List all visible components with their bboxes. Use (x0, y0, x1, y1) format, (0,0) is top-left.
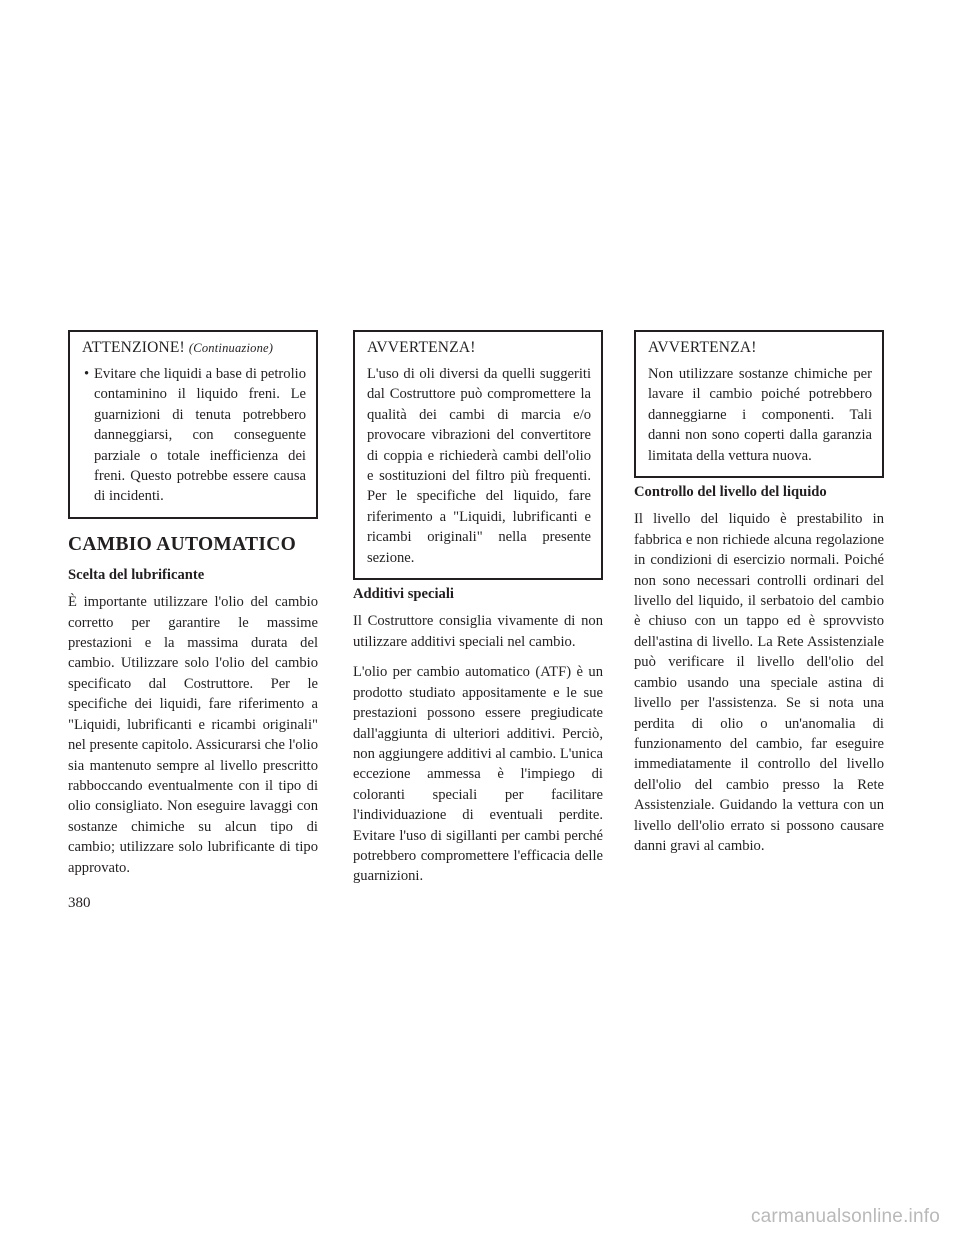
caution-box-oils (353, 330, 603, 580)
warning-box (68, 330, 318, 519)
column-3 (634, 330, 884, 866)
caution-text: Non utilizzare sostanze chimiche per lavare il cambio poiché potrebbero danneggiarne i componenti. Tali danni non sono coperti dalla garanzia limitata della vettura nuova. (648, 366, 872, 464)
paragraph-lubricant: È importante utilizzare l'olio del cambio corretto per garantire le massime prestazioni e la massima durata del cambio. Utilizzare solo l'olio del cambio specificato dal Costruttore. Per le specifiche dei liquidi, fare riferimento a "Liquidi, lubrificanti e ricambi originali" nel presente capitolo. Assicurarsi che l'olio sia mantenuto sempre al livello prescritto rabboccando eventualmente con il tipo di olio consigliato. Non eseguire lavaggi con sostanze chimiche su alcun tipo di cambio; utilizzare solo lubrificante di tipo approvato. (68, 594, 318, 876)
section-title: CAMBIO AUTOMATICO (68, 533, 297, 555)
subsection-title-additives: Additivi speciali (353, 586, 454, 603)
caution-title: AVVERTENZA! (648, 339, 757, 356)
paragraph-additives-2: L'olio per cambio automatico (ATF) è un prodotto studiato appositamente e le sue prestazioni possono essere pregiudicate dall'aggiunta di ulteriori additivi. Perciò, non aggiungere additivi al cambio. L'unica eccezione ammessa è l'impiego di coloranti speciali per facilitare l'individuazione di eventuali perdite. Evitare l'uso di sigillanti per cambi perché potrebbero compromettere l'efficacia delle guarnizioni. (353, 664, 603, 885)
caution-box-chemicals (634, 330, 884, 478)
caution-text: L'uso di oli diversi da quelli suggeriti dal Costruttore può compromettere la qualità dei cambi di marcia e/o provocare vibrazioni del convertitore di coppia e richiederà cambi dell'olio e sostituzioni del filtro più frequenti. Per le specifiche del liquido, fare riferimento a "Liquidi, lubrificanti e ricambi originali" nella presente sezione. (367, 366, 591, 566)
caution-title: AVVERTENZA! (367, 339, 476, 356)
warning-box-title-line (82, 338, 306, 358)
column-1 (68, 330, 318, 888)
watermark: carmanualsonline.info (750, 1206, 940, 1227)
paragraph-fluid-level: Il livello del liquido è prestabilito in fabbrica e non richiede alcuna regolazione in condizioni di esercizio normali. Poiché non sono necessari controlli ordinari del livello del liquido, il serbatoio del cambio è chiuso con un tappo ed è sprovvisto dell'astina di livello. La Rete Assistenziale può verificare il livello dell'olio del cambio usando una speciale astina di livello per l'assistenza. Se si nota una perdita di olio o un'anomalia di funzionamento del cambio, far eseguire immediatamente il controllo del livello dell'olio del cambio presso la Rete Assistenziale. Guidando la vettura con un livello dell'olio errato si possono causare danni gravi al cambio. (634, 511, 884, 854)
column-2 (353, 330, 603, 897)
subsection-title-fluid-level: Controllo del livello del liquido (634, 484, 827, 501)
subsection-title-lubricant: Scelta del lubrificante (68, 566, 205, 583)
warning-bullet-item (82, 364, 306, 507)
bullet-icon: • (84, 366, 90, 382)
warning-bullet-text: Evitare che liquidi a base di petrolio contaminino il liquido freni. Le guarnizioni di tenuta potrebbero danneggiarsi, con conseguente parziale o totale inefficienza dei freni. Questo potrebbe essere causa di incidenti. (94, 366, 306, 505)
continuation-label: (Continuazione) (188, 341, 274, 355)
page-number: 380 (68, 895, 91, 911)
paragraph-additives-1: Il Costruttore consiglia vivamente di non utilizzare additivi speciali nel cambio. (353, 613, 603, 650)
warning-title: ATTENZIONE! (82, 339, 185, 356)
